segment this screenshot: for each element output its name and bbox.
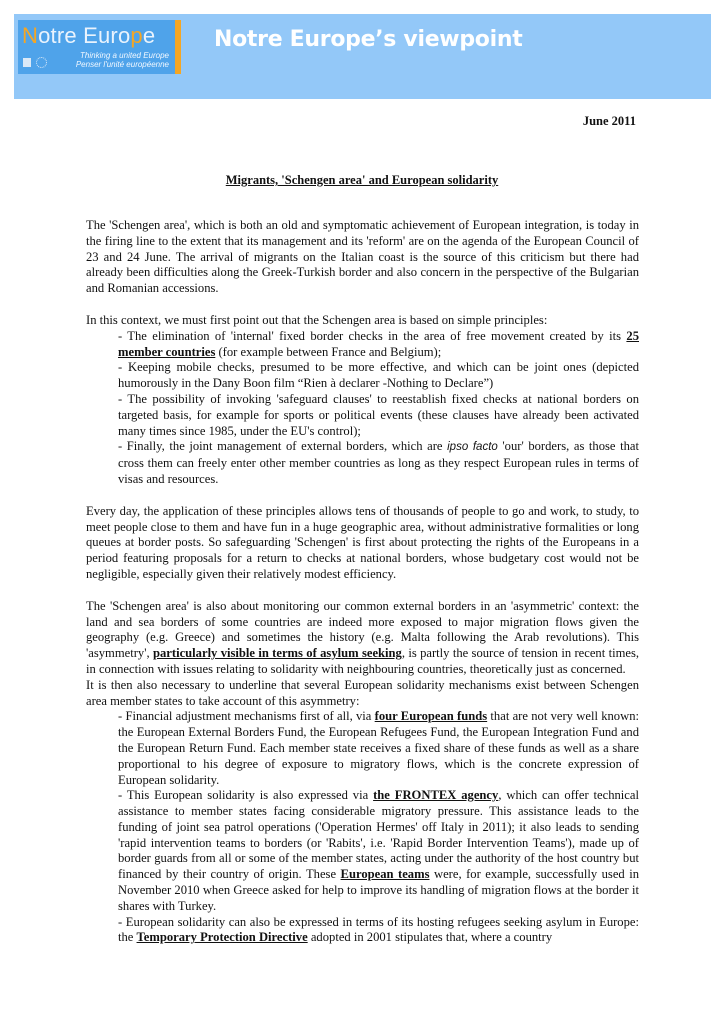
- document-date: June 2011: [582, 114, 636, 128]
- paragraph-asymmetry: [86, 599, 639, 678]
- mechanism-text: were, for example, successfully used in November 2010 when Greece asked for help to improve its handling of migration flows at the border it shares with Turkey.: [118, 867, 640, 913]
- logo-name-mid: otre Euro: [38, 23, 131, 48]
- link-four-european-funds[interactable]: four European funds: [374, 709, 488, 724]
- principle-text: - Finally, the joint management of external borders, which are: [118, 439, 448, 454]
- link-european-teams[interactable]: European teams: [340, 867, 430, 882]
- italic-term: ipso facto: [447, 441, 498, 454]
- mechanism-text: that are not very well known: the European External Borders Fund, the European Refugees Fund, the European Integration Fund and the European Return Fund. Each member state receives a fixed share of these funds as well as a share proportional to his degree of exposure to migratory flows, which is the concrete expression of European solidarity.: [118, 709, 639, 787]
- link-temporary-protection-directive[interactable]: Temporary Protection Directive: [136, 930, 308, 945]
- paragraph-principles-intro: In this context, we must first point out that the Schengen area is based on simple principles:: [86, 312, 548, 327]
- document-title: Migrants, 'Schengen area' and European solidarity: [225, 173, 499, 187]
- paragraph-text: The 'Schengen area' is also about monitoring our common external borders in an 'asymmetric' context: the land and sea borders of some countries are indeed more exposed to major migration flows given the geography (e.g. Greece) and sometimes the history (e.g. Malta following the Arab revolutions). This 'asymmetry',: [86, 598, 639, 661]
- paragraph-mechanisms-intro: It is then also necessary to underline that several European solidarity mechanisms exist between Schengen area member states to take account of this asymmetry:: [86, 677, 639, 708]
- document-icon: [23, 58, 31, 67]
- paragraph-text: , is partly the source of tension in recent times, in connection with issues relating to solidarity with neighbouring countries, theoretically just as concerned.: [86, 646, 640, 676]
- logo-n-accent: N: [22, 23, 39, 48]
- document-body: [86, 218, 639, 946]
- principle-item: - The possibility of invoking 'safeguard clauses' to reestablish fixed checks at national borders on targeted basis, for example for sports or political events (these clauses have already been activated many times since 1985, under the EU's control);: [118, 391, 639, 438]
- paragraph-daily-application: Every day, the application of these principles allows tens of thousands of people to go and work, to study, to meet people close to them and have fun in a huge geographic area, without administrative formalities or long queues at border posts. So safeguarding 'Schengen' is first about protecting the rights of the Europeans in a period featuring proposals for a return to checks at national borders, whose budgetary cost would not be negligible, especially given their relatively modest efficiency.: [86, 503, 639, 581]
- mechanism-text: adopted in 2001 stipulates that, where a country: [307, 930, 553, 945]
- logo-tagline: [76, 51, 169, 69]
- principle-text: 'our' borders, as those that cross them can freely enter other member countries as long as they respect European rules in terms of visas and resources.: [118, 439, 640, 486]
- paragraph-intro: The 'Schengen area', which is both an old and symptomatic achievement of European integration, is today in the firing line to the extent that its management and its 'reform' are on the agenda of the European Council of 23 and 24 June. The arrival of migrants on the Italian coast is the source of this criticism but there had already been difficulties along the Greek-Turkish border and also concern in the perspective of the Bulgarian and Romanian accessions.: [86, 218, 639, 296]
- tagline-english: Thinking a united Europe: [80, 51, 169, 60]
- mechanism-item: [86, 788, 639, 914]
- mechanism-text: - This European solidarity is also expressed via: [118, 788, 374, 803]
- eu-stars-icon: [36, 57, 47, 68]
- principle-item: - Keeping mobile checks, presumed to be more effective, and which can be joint ones (depicted humorously in the Dany Boon film “Rien à declarer -Nothing to Declare”): [118, 360, 639, 391]
- link-frontex-agency[interactable]: the FRONTEX agency: [373, 788, 499, 803]
- mechanism-text: - European solidarity can also be expressed in terms of its hosting refugees seeking asylum in Europe: the: [118, 914, 639, 945]
- header-banner: [14, 14, 711, 99]
- principle-text: (for example between France and Belgium);: [215, 344, 442, 359]
- logo-wordmark: [22, 23, 155, 49]
- logo-p-accent: p: [130, 23, 143, 48]
- mechanism-text: , which can offer technical assistance to member states facing considerable migratory pressure. This assistance leads to the funding of joint sea patrol operations ('Operation Hermes' off Italy in 2011); it also leads to sending 'rapid intervention teams to borders (or 'Rabits', i.e. 'Rapid Border Intervention Teams'), made up of border guards from all or some of the member states, acting under the authority of the host country but financed by their country of origin. These: [118, 788, 639, 882]
- principle-item: [86, 439, 639, 487]
- link-25-member-countries[interactable]: 25 member countries: [118, 328, 639, 359]
- banner-title: Notre Europe’s viewpoint: [214, 27, 523, 52]
- mechanism-item: [86, 915, 639, 947]
- principle-item: [86, 329, 639, 361]
- logo-name-suffix: e: [142, 23, 156, 48]
- principle-text: - The elimination of 'internal' fixed border checks in the area of free movement created by its: [118, 328, 627, 343]
- logo-accent-bar: [175, 20, 181, 74]
- mechanism-text: - Financial adjustment mechanisms first of all, via: [118, 709, 375, 724]
- notre-europe-logo[interactable]: [18, 20, 175, 74]
- tagline-french: Penser l'unité européenne: [75, 60, 169, 69]
- link-asylum-seeking[interactable]: particularly visible in terms of asylum seeking: [153, 646, 402, 661]
- mechanism-item: [86, 709, 639, 788]
